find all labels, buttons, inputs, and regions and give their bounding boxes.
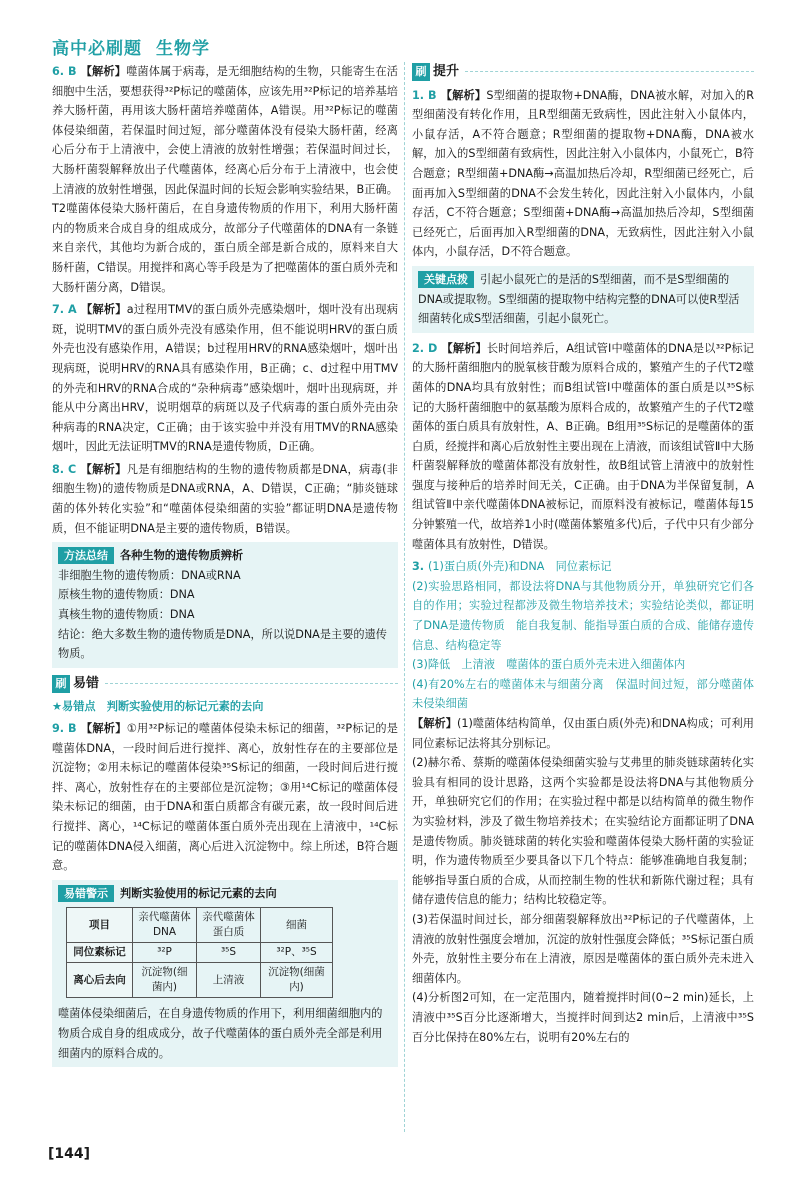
analysis-tag: 【解析】 [80,462,127,476]
answer-3 [412,557,754,1047]
answer-line: (2)实验思路相同，都设法将DNA与其他物质分开，单独研究它们各自的作用；实验过程都涉及微生物培养技术；实验结论类似，都证明了DNA是遗传物质 能自我复制、能指导蛋白质的合成、能储存遗传信息、结构稳定等 [412,579,754,652]
mistake-point-heading: ★易错点 判断实验使用的标记元素的去向 [52,700,264,714]
analysis-part: (2)赫尔希、蔡斯的噬菌体侵染细菌实验与艾弗里的肺炎链球菌转化实验具有相同的设计思路，这两个实验都是设法将DNA与其他物质分开，单独研究它们的作用；在实验过程中都是以结构简单的微生物作为实验材料，涉及了微生物培养技术；在实验结论方面都证明了DNA是遗传物质。肺炎链球菌的转化实验和噬菌体侵染大肠杆菌的实验证明，作为遗传物质至少要具备以下几个特点：能够准确地自我复制；能够指导蛋白质的合成，从而控制生物的性状和新陈代谢过程；具有储存遗传信息的能力；结构比较稳定等。 [412,756,754,907]
section-badge: 刷 [52,675,70,693]
table-cell: 上清液 [197,963,261,998]
analysis-tag: 【解析】 [80,303,127,317]
answer-letter: B [68,722,77,735]
analysis-tag: 【解析】 [440,88,487,102]
left-column [52,62,398,1073]
key-point-text: 引起小鼠死亡的是活的S型细菌，而不是S型细菌的DNA或提取物。S型细菌的提取物中结构完整的DNA可以使R型活细菌转化成S型活细菌，引起小鼠死亡。 [418,272,740,326]
table-cell: 沉淀物(细菌内) [133,963,197,998]
answer-line: (4)有20%左右的噬菌体未与细菌分离 保温时间过短，部分噬菌体未侵染细菌 [412,677,754,711]
table-header-row [67,908,333,943]
answer-8 [52,460,398,538]
page-number-value: 144 [54,1146,84,1162]
book-title-main: 高中必刷题 [52,39,142,59]
section-easy-mistakes [52,674,398,694]
method-summary-heading: 各种生物的遗传物质辨析 [120,549,244,563]
summary-line: 原核生物的遗传物质：DNA [58,588,195,602]
book-title-subject: 生物学 [156,39,210,59]
answer-6 [52,62,398,297]
analysis-tag: 【解析】 [80,65,127,78]
mistake-warning-label: 易错警示 [58,885,114,902]
answer-2 [412,339,754,555]
table-cell: 离心后去向 [67,963,133,998]
question-number: 9. [52,722,65,735]
answer-7 [52,300,398,457]
analysis-text: 长时间培养后，A组试管Ⅰ中噬菌体的DNA是以³²P标记的大肠杆菌细胞内的脱氧核苷酸为原料合成的，繁殖产生的子代T2噬菌体的DNA均具有放射性；而B组试管Ⅰ中噬菌体的蛋白质是以³⁵S标记的大肠杆菌细胞中的氨基酸为原料合成的，故繁殖产生的子代T2噬菌体的蛋白质具有放射性，A、B正确。B组用³⁵S标记的是噬菌体的蛋白质，经搅拌和离心后放射性主要出现在上清液，而该组试管Ⅱ中大肠杆菌裂解释放的噬菌体都没有放射性，故B组试管上清液中的放射性强度与接种后的培养时间无关，C正确。由于DNA为半保留复制，A组试管Ⅱ中亲代噬菌体DNA被标记，而原料没有被标记，噬菌体每15分钟繁殖一代，故培养1小时(噬菌体繁殖多代)后，子代中只有少部分噬菌体具有放射性，D错误。 [412,341,754,551]
section-badge: 刷 [412,63,430,81]
answer-letter: C [68,462,77,476]
summary-line: 非细胞生物的遗传物质：DNA或RNA [58,568,241,582]
question-number: 8. [52,462,65,476]
analysis-part: (4)分析图2可知，在一定范围内，随着搅拌时间(0~2 min)延长，上清液中³⁵S百分比逐渐增大，当搅拌时间到达2 min后，上清液中³⁵S百分比保持在80%左右，说明有20%左右的 [412,991,754,1044]
answer-9 [52,719,398,876]
book-title [52,34,752,59]
answer-letter: B [68,65,77,78]
method-summary-box [52,542,398,668]
question-number: 3. [412,560,425,574]
table-cell: 亲代噬菌体DNA [133,908,197,943]
key-point-label: 关键点拨 [418,271,474,288]
analysis-tag: 【解析】 [441,341,487,355]
analysis-text: S型细菌的提取物+DNA酶，DNA被水解，对加入的R型细菌没有转化作用，且R型细菌无致病性，因此注射入小鼠体内，小鼠存活，A不符合题意；R型细菌的提取物+DNA酶，DNA被水解，加入的S型细菌有致病性，因此注射入小鼠体内，小鼠死亡，B符合题意；R型细菌+DNA酶→高温加热后冷却，R型细菌已经死亡，后面再加入S型细菌的DNA不会发生转化，因此注射入小鼠体内，小鼠存活，C不符合题意；S型细菌+DNA酶→高温加热后冷却，S型细菌已经死亡，后面再加入R型细菌的DNA，无致病性，因此注射入小鼠体内，小鼠存活，D不符合题意。 [412,88,754,259]
question-number: 1. [412,88,425,102]
table-row [67,943,333,963]
mistake-warning-box [52,880,398,1067]
page-header [52,34,752,60]
question-number: 6. [52,65,65,78]
summary-line: 结论：绝大多数生物的遗传物质是DNA，所以说DNA是主要的遗传物质。 [58,627,387,661]
method-summary-label: 方法总结 [58,547,114,564]
table-cell: 亲代噬菌体蛋白质 [197,908,261,943]
section-improve [412,62,754,82]
answer-line: (3)降低 上清液 噬菌体的蛋白质外壳未进入细菌体内 [412,658,686,672]
table-cell: ³⁵S [197,943,261,963]
analysis-text: a过程用TMV的蛋白质外壳感染烟叶，烟叶没有出现病斑，说明TMV的蛋白质外壳没有感染作用，但不能说明HRV的蛋白质外壳也没有感染作用，A错误；b过程用HRV的RNA感染烟叶，烟叶出现病斑，说明HRV的RNA具有感染作用，B正确；c、d过程中用TMV的外壳和HRV的RNA合成的“杂种病毒”感染烟叶，烟叶出现病斑，并能从中分离出HRV，说明烟草的病斑以及子代病毒的蛋白质外壳由杂种病毒的RNA决定，C正确；由于该实验中并没有用TMV的RNA感染烟叶，因此无法证明TMV的RNA是遗传物质，D正确。 [52,303,398,454]
label-element-table [66,907,333,998]
answer-letter: D [428,341,438,355]
column-divider [404,62,405,1132]
mistake-warning-heading: 判断实验使用的标记元素的去向 [120,886,277,900]
answer-1 [412,86,754,262]
analysis-tag: 【解析】 [80,722,127,735]
analysis-text: ①用³²P标记的噬菌体侵染未标记的细菌，³²P标记的是噬菌体DNA，一段时间后进行搅拌、离心，放射性存在的主要部位是沉淀物；②用未标记的噬菌体侵染³⁵S标记的细菌，一段时间后进行搅拌、离心，放射性存在的主要部位是沉淀物；③用¹⁴C标记的噬菌体侵染未标记的细菌，由于DNA和蛋白质都含有碳元素，故一段时间后进行搅拌、离心，¹⁴C标记的噬菌体蛋白质外壳出现在上清液中，¹⁴C标记的噬菌体DNA侵入细菌，离心后进入沉淀物中。综上所述，B符合题意。 [52,722,398,873]
key-point-box [412,266,754,333]
analysis-part: (3)若保温时间过长，部分细菌裂解释放出³²P标记的子代噬菌体，上清液的放射性强度会增加，沉淀的放射性强度会降低；³⁵S标记蛋白质外壳，放射性主要分布在上清液，原因是噬菌体的蛋白质外壳未进入细菌体内。 [412,912,754,985]
table-cell: 项目 [67,908,133,943]
table-cell: 沉淀物(细菌内) [261,963,333,998]
mistake-warning-text: 噬菌体侵染细菌后，在自身遗传物质的作用下，利用细菌细胞内的物质合成自身的组成成分，故子代噬菌体的蛋白质外壳全部是利用细菌内的原料合成的。 [58,1007,383,1060]
question-number: 2. [412,341,425,355]
section-title: 提升 [433,64,460,79]
right-column [412,62,754,1050]
table-cell: ³²P [133,943,197,963]
analysis-part: (1)噬菌体结构简单，仅由蛋白质(外壳)和DNA构成；可利用同位素标记法将其分别标记。 [412,717,754,750]
analysis-text: 凡是有细胞结构的生物的遗传物质都是DNA，病毒(非细胞生物)的遗传物质是DNA或RNA，A、D错误，C正确；“肺炎链球菌的体外转化实验”和“噬菌体侵染细菌的实验”都证明DNA是遗传物质，但不能证明DNA是主要的遗传物质，B错误。 [52,462,398,535]
question-number: 7. [52,303,65,317]
answer-letter: B [428,88,437,102]
answer-letter: A [68,303,77,317]
analysis-tag: 【解析】 [412,717,458,730]
summary-line: 真核生物的遗传物质：DNA [58,608,195,622]
section-title: 易错 [73,675,100,691]
table-cell: 细菌 [261,908,333,943]
section-rule [465,71,754,72]
analysis-text: 噬菌体属于病毒，是无细胞结构的生物，只能寄生在活细胞中生活，要想获得³²P标记的噬菌体，应该先用³²P标记的培养基培养大肠杆菌，再用该大肠杆菌培养噬菌体，A错误。用³²P标记的噬菌体侵染细菌，若保温时间过短，部分噬菌体没有侵染大肠杆菌，经离心后分布于上清液中，会使上清液的放射性增强；若保温时间过长，大肠杆菌裂解释放出子代噬菌体，经离心后分布于上清液中，也会使上清液的放射性增强，因此保温时间的长短会影响实验结果，B正确。T2噬菌体侵染大肠杆菌后，在自身遗传物质的作用下，利用大肠杆菌内的物质来合成自身的组成成分，故部分子代噬菌体的DNA有一条链来自亲代，其他均为新合成的，蛋白质全部是新合成的，原料来自大肠杆菌，C错误。用搅拌和离心等手段是为了把噬菌体的蛋白质外壳和大肠杆菌分离，D错误。 [52,65,398,294]
answer-line: (1)蛋白质(外壳)和DNA 同位素标记 [428,560,612,574]
table-row [67,963,333,998]
table-cell: ³²P、³⁵S [261,943,333,963]
table-cell: 同位素标记 [67,943,133,963]
section-rule [105,683,398,684]
page-number: [144] [48,1146,91,1162]
